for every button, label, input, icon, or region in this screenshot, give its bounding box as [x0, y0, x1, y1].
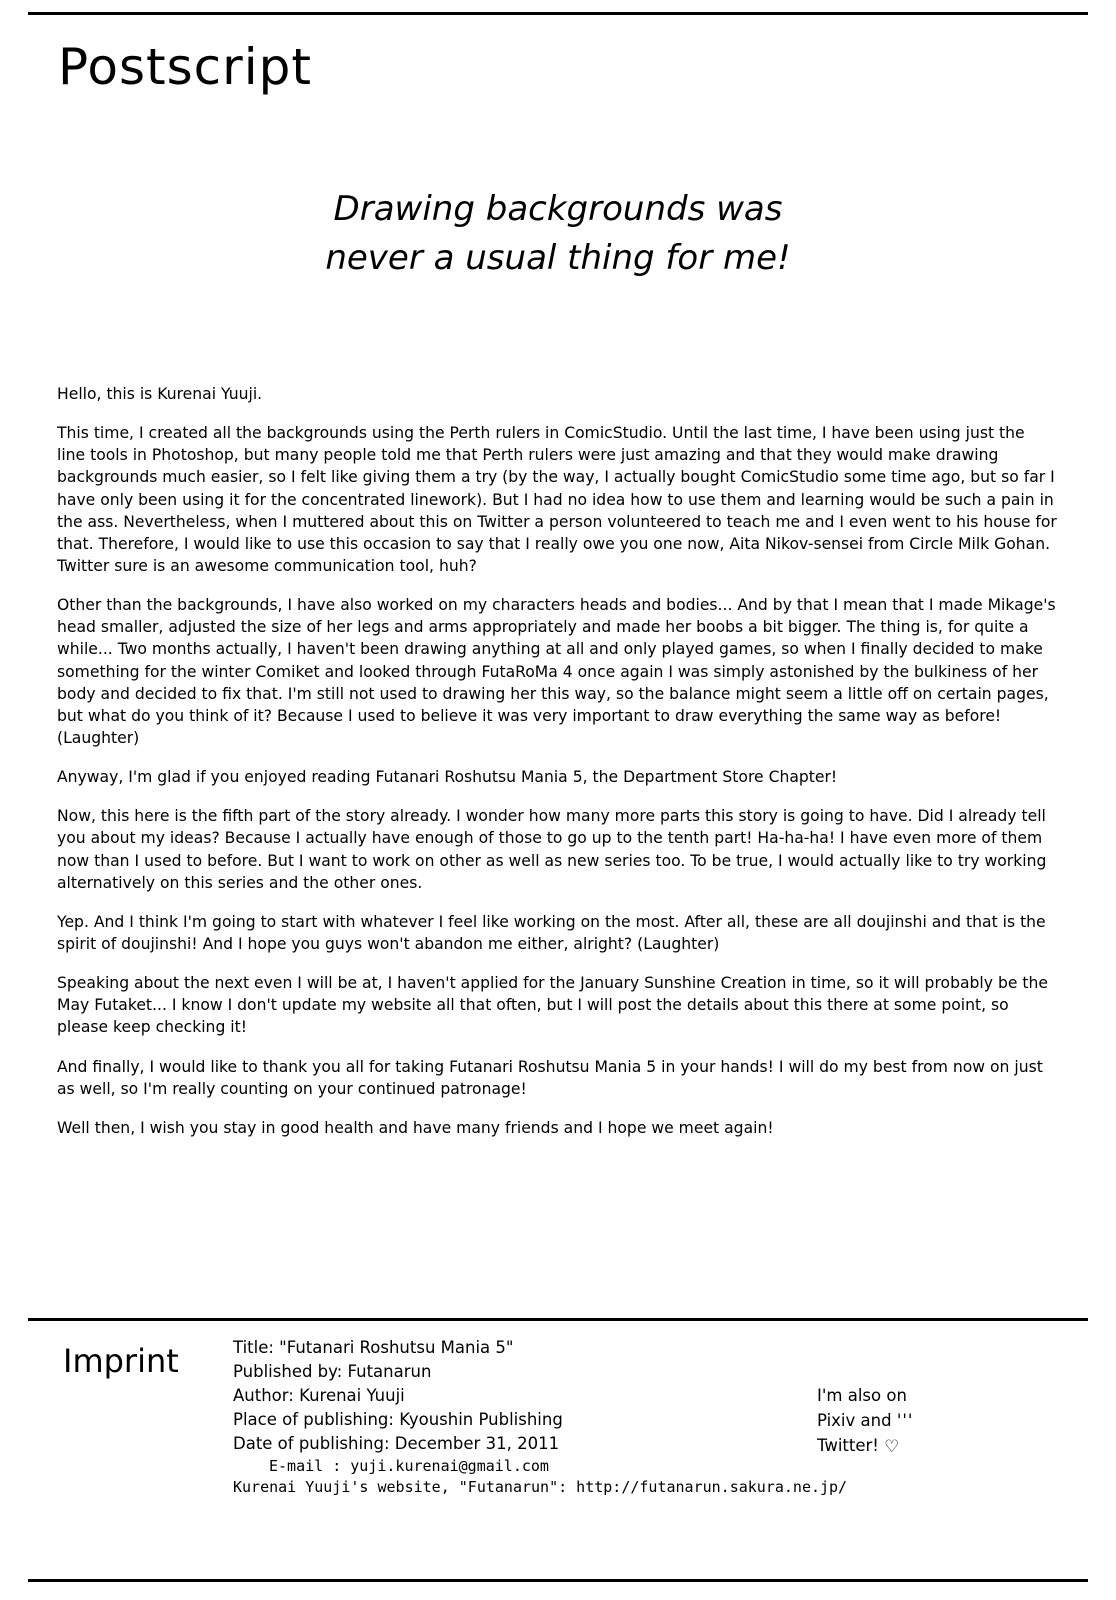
sparkle-icon: ''' — [896, 1410, 914, 1430]
body-text — [57, 383, 1057, 1156]
headline-line-1: Drawing backgrounds was — [333, 189, 783, 229]
paragraph-thanks-reading: Anyway, I'm glad if you enjoyed reading Futanari Roshutsu Mania 5, the Department Store Chapter! — [57, 768, 838, 787]
page-title: Postscript — [58, 38, 312, 96]
imprint-author: Author: Kurenai Yuuji — [233, 1385, 405, 1405]
bottom-divider — [28, 1579, 1088, 1582]
paragraph-farewell: Well then, I wish you stay in good health and have many friends and I hope we meet again! — [57, 1118, 774, 1137]
paragraph-doujinshi-spirit: Yep. And I think I'm going to start with whatever I feel like working on the most. After all, these are all doujinshi and that is the spirit of doujinshi! And I hope you guys won't abandon me either, alright? (Laughter) — [57, 912, 1046, 953]
imprint-publisher: Published by: Futanarun — [233, 1361, 432, 1381]
social-note — [817, 1384, 913, 1460]
headline — [0, 185, 1116, 284]
social-line-3-wrap — [817, 1434, 913, 1461]
paragraph-final-thanks: And finally, I would like to thank you all for taking Futanari Roshutsu Mania 5 in your hands! I will do my best from now on just as well, so I'm really counting on your continued patronage! — [57, 1057, 1043, 1098]
paragraph-backgrounds: This time, I created all the backgrounds using the Perth rulers in ComicStudio. Until the last time, I have been using just the line tools in Photoshop, but many people told me that Perth rulers were just amazing and that they would make drawing backgrounds much easier, so I felt like giving them a try (by the way, I actually bought ComicStudio some time ago, but so far I have only been using it for the concentrated linework). But I had no idea how to use them and learning would be such a pain in the ass. Nevertheless, when I muttered about this on Twitter a person volunteered to teach me and I even went to his house for that. Therefore, I would like to use this occasion to say that I really owe you one now, Aita Nikov-sensei from Circle Milk Gohan. Twitter sure is an awesome communication tool, huh? — [57, 424, 1057, 575]
paragraph-characters: Other than the backgrounds, I have also worked on my characters heads and bodies... And by that I mean that I made Mikage's head smaller, adjusted the size of her legs and arms appropriately and made her boobs a bit bigger. The thing is, for quite a while... Two months actually, I haven't been drawing anything at all and only played games, so when I finally decided to make something for the winter Comiket and looked through FutaRoMa 4 once again I was simply astonished by the bulkiness of her body and decided to fix that. I'm still not used to drawing her this way, so the balance might seem a little off on certain pages, but what do you think of it? Because I used to believe it was very important to draw everything the same way as before! (Laughter) — [57, 596, 1056, 747]
imprint-title: Title: "Futanari Roshutsu Mania 5" — [233, 1338, 514, 1357]
imprint-place: Place of publishing: Kyoushin Publishing — [233, 1409, 563, 1429]
imprint-website: Kurenai Yuuji's website, "Futanarun": http://futanarun.sakura.ne.jp/ — [233, 1478, 848, 1497]
social-line-3: Twitter! — [817, 1435, 879, 1455]
imprint-date: Date of publishing: December 31, 2011 — [233, 1433, 560, 1453]
imprint-email: E-mail : yuji.kurenai@gmail.com — [269, 1456, 549, 1475]
social-line-2: Pixiv and — [817, 1410, 892, 1430]
headline-line-2: never a usual thing for me! — [325, 238, 791, 279]
paragraph-next-event: Speaking about the next even I will be at, I haven't applied for the January Sunshine Creation in time, so it will probably be the May Futaket... I know I don't update my website all that often, but I will post the details about this there at some point, so please keep checking it! — [57, 974, 1048, 1037]
top-divider — [28, 12, 1088, 15]
heart-icon: ♡ — [884, 1436, 900, 1457]
imprint-divider — [28, 1318, 1088, 1321]
paragraph-fifth-part: Now, this here is the fifth part of the story already. I wonder how many more parts this story is going to have. Did I already tell you about my ideas? Because I actually have enough of those to go up to the tenth part! Ha-ha-ha! I have even more of them now than I used to before. But I want to work on other as well as new series too. To be true, I would actually like to try working alternatively on this series and the other ones. — [57, 807, 1047, 892]
social-line-1: I'm also on — [817, 1386, 907, 1405]
social-line-2-wrap — [817, 1409, 913, 1434]
imprint-details — [233, 1336, 847, 1499]
paragraph-greeting: Hello, this is Kurenai Yuuji. — [57, 385, 263, 403]
imprint-label: Imprint — [63, 1342, 179, 1380]
